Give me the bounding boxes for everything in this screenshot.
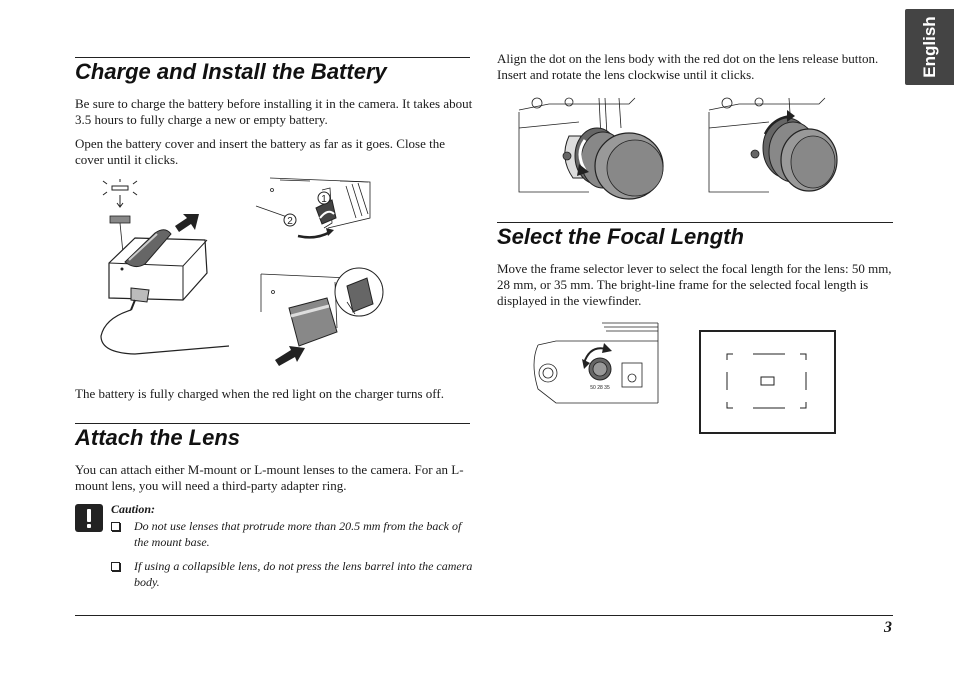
lens-paragraph-1: You can attach either M-mount or L-mount lenses to the camera. For an L-mount lens, you will need a third-party adapter ring. xyxy=(75,462,464,493)
caution-item-1: Do not use lenses that protrude more than 20.5 mm from the back of the mount base. xyxy=(134,519,462,549)
caution-icon xyxy=(75,504,103,532)
viewfinder-frame-illustration xyxy=(699,330,836,434)
caution-checkbox-icon xyxy=(111,562,120,571)
lens-attach-illustration-1 xyxy=(519,98,669,198)
language-tab-label: English xyxy=(919,16,939,78)
focal-paragraph-1: Move the frame selector lever to select the focal length for the lens: 50 mm, 28 mm, or 35 mm. The bright-line frame for the selected focal length is displayed in the viewfinder. xyxy=(497,261,892,308)
section-rule-lens xyxy=(75,423,470,424)
caution-item-2: If using a collapsible lens, do not press the lens barrel into the camera body. xyxy=(134,559,473,589)
step-number-1: 1 xyxy=(321,194,327,205)
battery-paragraph-1: Be sure to charge the battery before installing it in the camera. It takes about 3.5 hours to fully charge a new or empty battery. xyxy=(75,96,473,127)
footer-rule xyxy=(75,615,893,616)
caution-title: Caution: xyxy=(111,502,156,516)
lens-attach-illustration-2 xyxy=(709,98,844,198)
battery-paragraph-3: The battery is fully charged when the red light on the charger turns off. xyxy=(75,386,444,401)
battery-paragraph-2: Open the battery cover and insert the battery as far as it goes. Close the cover until it clicks. xyxy=(75,136,446,167)
page-number: 3 xyxy=(884,619,892,636)
heading-focal: Select the Focal Length xyxy=(497,224,744,249)
heading-lens: Attach the Lens xyxy=(75,425,241,450)
caution-checkbox-icon xyxy=(111,522,120,531)
language-tab xyxy=(905,9,954,85)
battery-insert-illustration xyxy=(255,262,390,372)
lens-align-text: Align the dot on the lens body with the red dot on the lens release button. Insert and rotate the lens clockwise until it clicks. xyxy=(497,51,879,82)
section-rule-battery xyxy=(75,57,470,58)
frame-lever-marks: 50 28 35 xyxy=(590,385,610,391)
section-rule-focal xyxy=(497,222,893,223)
battery-cover-illustration xyxy=(250,178,385,243)
step-number-2: 2 xyxy=(287,216,293,227)
frame-selector-illustration xyxy=(530,323,660,405)
charger-illustration xyxy=(95,178,235,360)
heading-battery: Charge and Install the Battery xyxy=(75,59,387,84)
